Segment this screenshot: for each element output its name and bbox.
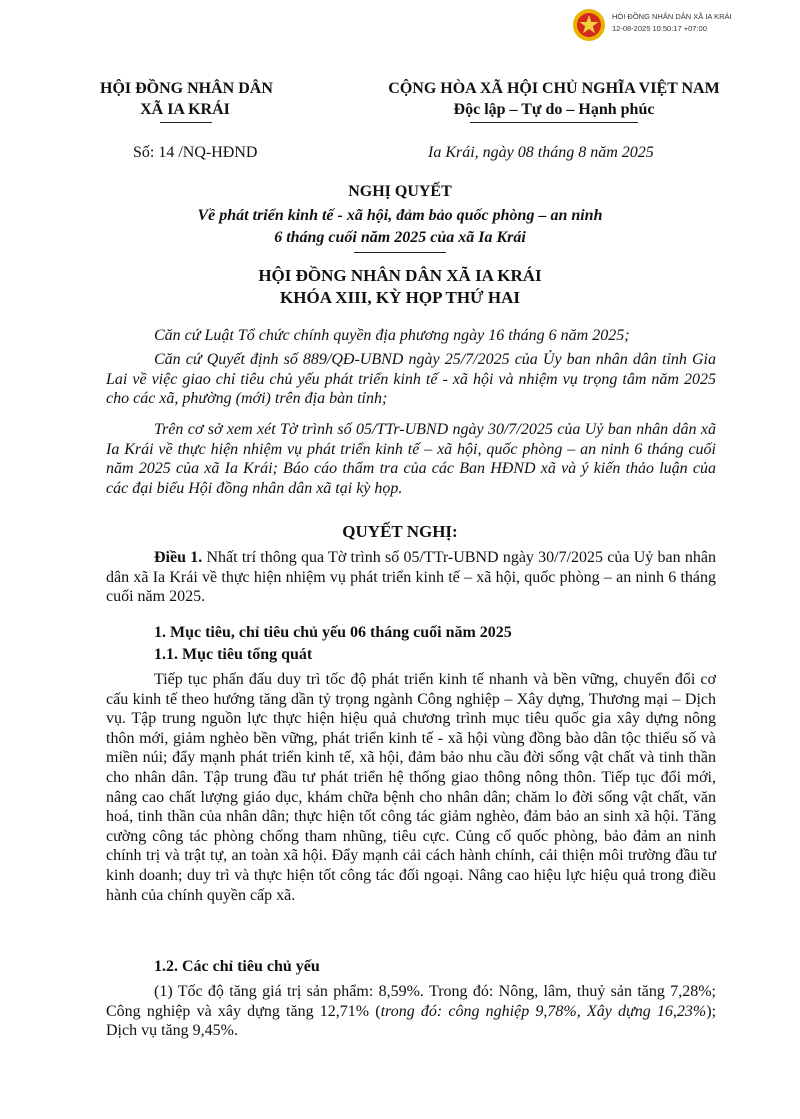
issuer-line1: HỘI ĐỒNG NHÂN DÂN XÃ IA KRÁI xyxy=(258,266,542,285)
org-name-line2: XÃ IA KRÁI xyxy=(140,101,230,118)
document-subject-line1: Về phát triển kinh tế - xã hội, đảm bảo quốc phòng – an ninh xyxy=(197,207,603,224)
section-1-1-text: Tiếp tục phấn đấu duy trì tốc độ phát triển kinh tế nhanh và bền vững, chuyển đổi cơ cấu kinh tế theo hướng tăng dần tỷ trọng ngành Công nghiệp – Xây dựng, Thương mại – Dịch vụ. Tập trung nguồn lực thực hiện hiệu quả chương trình mục tiêu quốc gia xây dựng nông thôn mới, giảm nghèo bền vững, phát triển kinh tế - xã hội vùng đồng bào dân tộc thiểu số và miền núi; đẩy mạnh phát triển kinh tế, xã hội, đảm bảo nhu cầu đời sống vật chất và tinh thần cho nhân dân. Tập trung đầu tư phát triển hệ thống giao thông nông thôn. Tiếp tục đổi mới, nâng cao chất lượng giáo dục, khám chữa bệnh cho nhân dân; chăm lo đời sống vật chất, văn hoá, tinh thần của nhân dân; thực hiện tốt công tác giảm nghèo, đảm bảo an sinh xã hội. Tăng cường công tác phòng chống tham nhũng, tiêu cực. Củng cố quốc phòng, bảo đảm an ninh chính trị và trật tự, an toàn xã hội. Đẩy mạnh cải cách hành chính, cải thiện môi trường đầu tư kinh doanh; duy trì và thực hiện tốt công tác đối ngoại. Nâng cao hiệu lực hiệu quả trong điều hành của chính quyền cấp xã. xyxy=(106,671,716,904)
nation-name: CỘNG HÒA XÃ HỘI CHỦ NGHĨA VIỆT NAM xyxy=(388,80,720,97)
indicator-text-a: (1) Tốc độ tăng giá trị sản phẩm: 8,59%. Trong đó: Nông, lâm, thuỷ sản tăng 7,28%; Công nghiệp và xây dựng tăng 12,71% ( xyxy=(106,983,716,1020)
section-1-1-heading: 1.1. Mục tiêu tổng quát xyxy=(154,646,313,663)
decision-heading: QUYẾT NGHỊ: xyxy=(342,522,458,541)
motto-underline xyxy=(470,122,638,123)
article-1-label: Điều 1. xyxy=(154,549,203,566)
place-date: Ia Krái, ngày 08 tháng 8 năm 2025 xyxy=(428,144,654,161)
section-1-2-heading: 1.2. Các chỉ tiêu chủ yếu xyxy=(154,958,320,975)
preamble-law: Căn cứ Luật Tổ chức chính quyền địa phương ngày 16 tháng 6 năm 2025; xyxy=(154,327,630,344)
digital-signature-stamp xyxy=(572,6,796,44)
section-1-2-text xyxy=(106,982,716,1041)
document-number: Số: 14 /NQ-HĐND xyxy=(133,144,258,161)
national-emblem-icon xyxy=(572,8,606,42)
signature-timestamp: 12-08-2025 10:50:17 +07:00 xyxy=(612,24,707,33)
nation-motto: Độc lập – Tự do – Hạnh phúc xyxy=(453,101,655,118)
section-1-heading: 1. Mục tiêu, chỉ tiêu chủ yếu 06 tháng cuối năm 2025 xyxy=(154,624,512,641)
indicator-text-b: ); Dịch vụ tăng 9,45%. xyxy=(106,1002,717,1040)
preamble-submission: Trên cơ sở xem xét Tờ trình số 05/TTr-UBND ngày 30/7/2025 của Uỷ ban nhân dân xã Ia Krái về thực hiện nhiệm vụ phát triển kinh tế – xã hội, quốc phòng – an ninh 6 tháng cuối năm 2025 của xã Ia Krái; Báo cáo thẩm tra của các Ban HĐND xã và ý kiến thảo luận của các đại biểu Hội đồng nhân dân xã tại kỳ họp. xyxy=(106,421,716,497)
org-name-line1: HỘI ĐỒNG NHÂN DÂN xyxy=(100,80,273,97)
issuer-line2: KHÓA XIII, KỲ HỌP THỨ HAI xyxy=(280,288,520,307)
document-type: NGHỊ QUYẾT xyxy=(348,183,452,200)
document-subject-line2: 6 tháng cuối năm 2025 của xã Ia Krái xyxy=(274,229,526,246)
org-underline xyxy=(160,122,212,123)
title-underline xyxy=(354,252,446,253)
article-1-text: Nhất trí thông qua Tờ trình số 05/TTr-UBND ngày 30/7/2025 của Uỷ ban nhân dân xã Ia Krái về thực hiện nhiệm vụ phát triển kinh tế – xã hội, quốc phòng – an ninh 6 tháng cuối năm 2025. xyxy=(106,549,717,606)
indicator-text-italic: trong đó: công nghiệp 9,78%, Xây dựng 16,23% xyxy=(380,1002,707,1020)
signature-signer: HỘI ĐỒNG NHÂN DÂN XÃ IA KRÁI xyxy=(612,12,732,21)
preamble-decision: Căn cứ Quyết định số 889/QĐ-UBND ngày 25/7/2025 của Ủy ban nhân dân tỉnh Gia Lai về việc giao chỉ tiêu chủ yếu phát triển kinh tế - xã hội và nhiệm vụ trọng tâm năm 2025 cho các xã, phường (mới) trên địa bàn tỉnh; xyxy=(106,351,716,408)
article-1 xyxy=(106,548,716,607)
